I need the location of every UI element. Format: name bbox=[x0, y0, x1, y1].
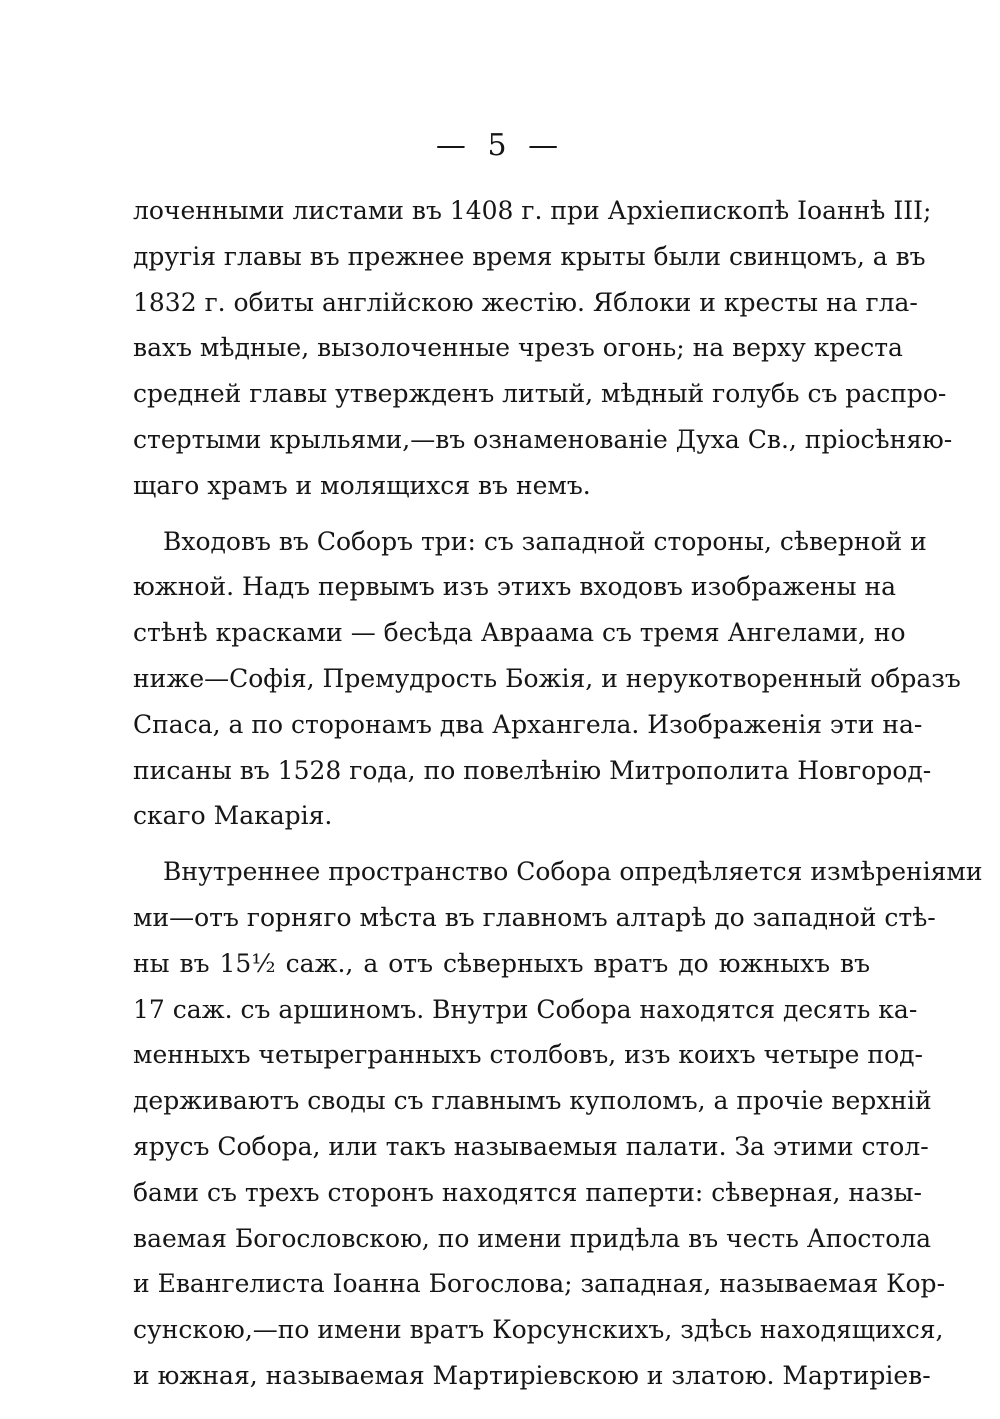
text-line: менныхъ четырегранныхъ столбовъ, изъ коихъ четыре под- bbox=[133, 1040, 923, 1070]
text-line: 17 саж. съ аршиномъ. Внутри Собора находятся десять ка- bbox=[133, 994, 918, 1024]
text-line: и Евангелиста Іоанна Богослова; западная, называемая Кор- bbox=[133, 1269, 946, 1299]
text-line: ярусъ Собора, или такъ называемыя палати. За этими стол- bbox=[133, 1131, 929, 1161]
text-line: бами съ трехъ сторонъ находятся паперти: сѣверная, назы- bbox=[133, 1177, 922, 1207]
text-line: вахъ мѣдные, вызолоченные чрезъ огонь; на верху креста bbox=[133, 333, 903, 363]
paragraph-entrances bbox=[133, 519, 961, 840]
text-line: писаны въ 1528 года, по повелѣнію Митрополита Новгород- bbox=[133, 755, 932, 785]
page-number: — 5 — bbox=[435, 128, 565, 163]
text-line: ваемая Богословскою, по имени придѣла въ честь Апостола bbox=[133, 1223, 932, 1253]
paragraph-dome-description bbox=[133, 188, 953, 509]
text-line: Входовъ въ Соборъ три: съ западной стороны, сѣверной и bbox=[163, 526, 927, 556]
text-line: Внутреннее пространство Собора опредѣляется измѣреніями bbox=[163, 857, 983, 887]
text-line: скаго Макарія. bbox=[133, 801, 333, 831]
text-line: ми—отъ горняго мѣста въ главномъ алтарѣ до западной стѣ- bbox=[133, 902, 936, 932]
text-line: 1832 г. обиты англійскою жестію. Яблоки и кресты на гла- bbox=[133, 287, 918, 317]
text-line: сунскою,—по имени вратъ Корсунскихъ, здѣсь находящихся, bbox=[133, 1315, 944, 1345]
text-line: ны въ 15½ саж., а отъ сѣверныхъ вратъ до южныхъ въ bbox=[133, 948, 870, 978]
text-line: стертыми крыльями,—въ ознаменованіе Духа Св., пріосѣняю- bbox=[133, 424, 953, 454]
text-line: лоченными листами въ 1408 г. при Архіепископѣ Іоаннѣ III; bbox=[133, 196, 932, 225]
text-line: стѣнѣ красками — бесѣда Авраама съ тремя Ангелами, но bbox=[133, 618, 906, 648]
text-line: и южная, называемая Мартиріевскою и златою. Мартиріев- bbox=[133, 1360, 931, 1390]
text-line: Спаса, а по сторонамъ два Архангела. Изображенія эти на- bbox=[133, 709, 923, 739]
text-line: ниже—Софія, Премудрость Божія, и нерукотворенный образъ bbox=[133, 663, 961, 693]
text-line: другія главы въ прежнее время крыты были свинцомъ, а въ bbox=[133, 241, 926, 271]
text-line: щаго храмъ и молящихся въ немъ. bbox=[133, 470, 591, 500]
paragraph-interior bbox=[133, 849, 983, 1399]
text-line: держиваютъ своды съ главнымъ куполомъ, а прочіе верхній bbox=[133, 1086, 932, 1116]
text-line: южной. Надъ первымъ изъ этихъ входовъ изображены на bbox=[133, 572, 897, 602]
text-line: средней главы утвержденъ литый, мѣдный голубь съ распро- bbox=[133, 379, 947, 409]
text-body bbox=[133, 188, 983, 1399]
